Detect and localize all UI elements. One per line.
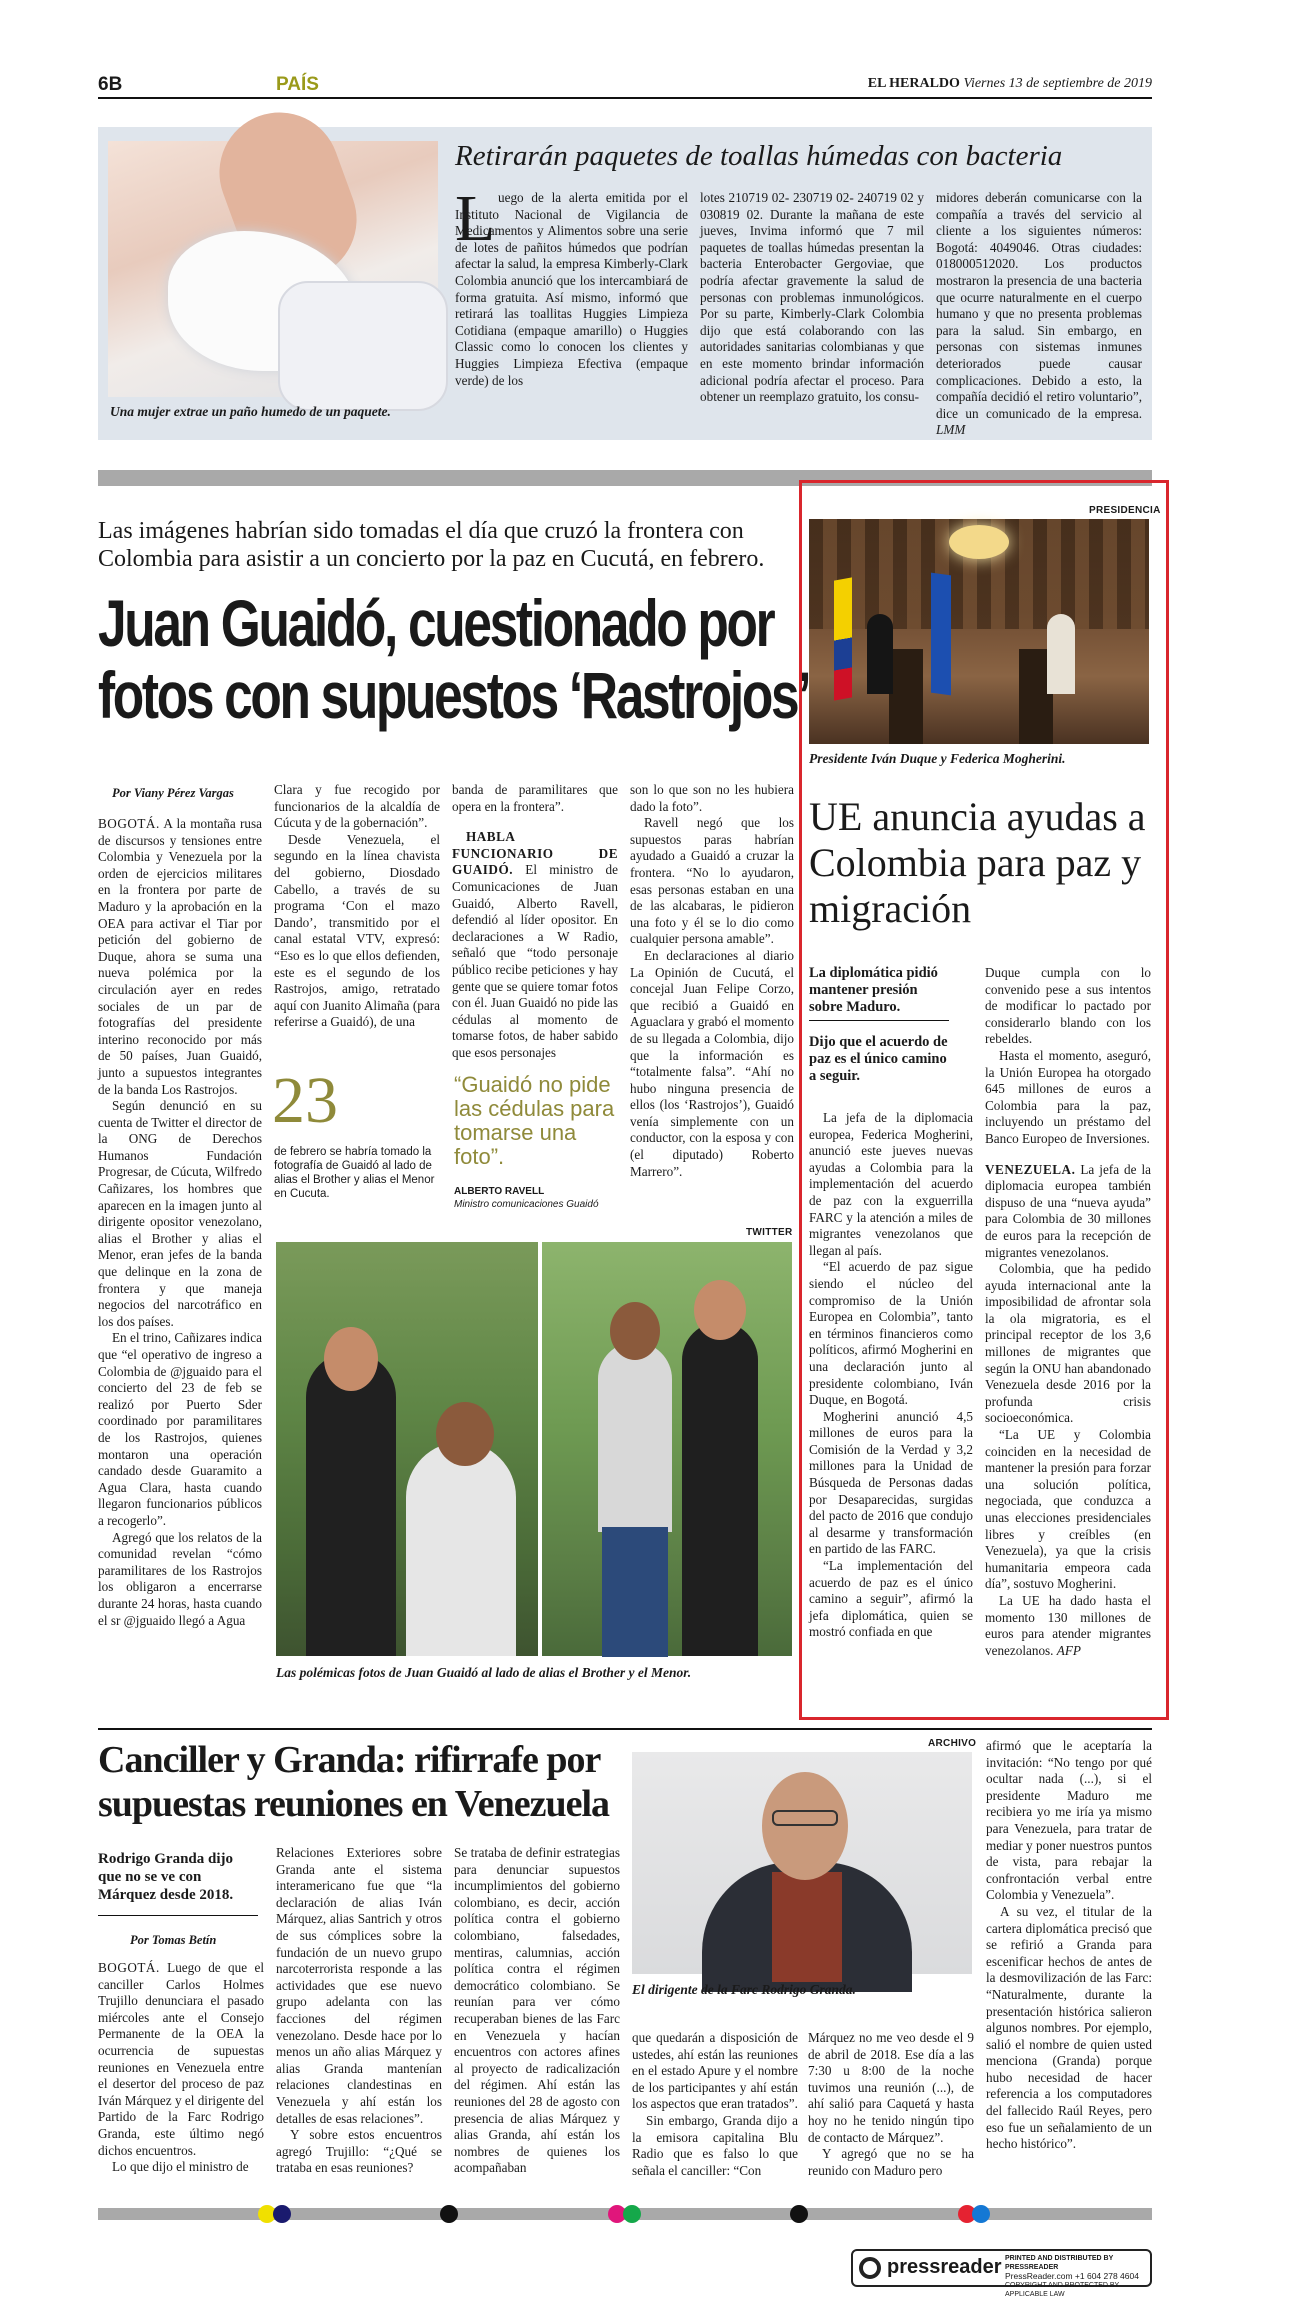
guaido-photo-credit: TWITTER <box>746 1227 793 1238</box>
toallas-col-2-text: lotes 210719 02- 230719 02- 240719 02 y 030819 02. Durante la mañana de este jueves, Invima informó que 7 mil paquetes de toallas húmedas presentan la bacteria Enterobacter Gergoviae, que podría afectar gravemente la salud de personas con problemas inmunológicos. Por su parte, Kimberly-Clark Colombia dijo que está colaborando con las autoridades sanitarias colombianas y que en este momento brindar información adicional podría afectar el proceso. Para obtener un reemplazo gratuito, los consu- <box>700 190 924 405</box>
guaido-subhead: HABLA FUNCIONARIO DE GUAIDÓ. <box>452 829 618 878</box>
reg-dot-green <box>623 2205 641 2223</box>
person-mogherini <box>1047 614 1075 694</box>
toallas-col-3 <box>924 190 1142 438</box>
granda-glasses <box>772 1810 838 1826</box>
quote-author: ALBERTO RAVELL <box>454 1186 545 1197</box>
guaido-col-3-p2 <box>452 829 618 1061</box>
canciller-byline: Por Tomas Betín <box>130 1933 217 1947</box>
person-guaido-1 <box>306 1352 396 1656</box>
ue-lead-rule <box>809 1020 949 1021</box>
guaido-col-4-p1: son lo que son no les hubiera dado la foto”. <box>630 782 794 814</box>
guaido-byline: Por Viany Pérez Vargas <box>112 786 234 800</box>
guaido-col-2-p1: Clara y fue recogido por funcionarios de la alcaldía de Cúcuta y de la gobernación”. <box>274 782 440 831</box>
canciller-col-6-p1: afirmó que le aceptaría la invitación: “No tengo por qué ocultar nada (...), si el presidente Maduro me recibiera yo me iría ya mismo para Venezuela, para tratar de mediar y poner nuestros puntos de vista, para rebajar la confrontación verbal entre Colombia y Venezuela”. <box>986 1738 1152 1903</box>
granda-head <box>762 1772 848 1880</box>
guaido-col-1 <box>98 816 262 1694</box>
ue-col-2-p2: Hasta el momento, aseguró, la Unión Europea ha otorgado 645 millones de euros a Colombia para la paz, incluyendo un préstamo del Banco Europeo de Inversiones. <box>985 1047 1151 1146</box>
ue-col-2-p6 <box>985 1593 1151 1659</box>
toallas-col-2 <box>688 190 924 430</box>
granda-photo <box>632 1752 972 1974</box>
package-shape <box>278 281 448 411</box>
ue-col-2-p3 <box>985 1162 1151 1262</box>
toallas-photo <box>108 141 438 397</box>
person-menor-legs <box>602 1527 668 1657</box>
toallas-drop-cap: L <box>455 182 496 255</box>
person-guaido-2 <box>682 1322 758 1656</box>
toallas-caption: Una mujer extrae un paño humedo de un paquete. <box>110 404 391 419</box>
ue-lead-1: La diplomática pidió mantener presión sobre Maduro. <box>809 965 938 1015</box>
masthead-date <box>868 76 1152 92</box>
ue-col-1-p4: “La implementación del acuerdo de paz es el único camino a seguir”, afirmó la jefa diplomática, quien se mostró confiada en que <box>809 1558 973 1640</box>
ue-lead-2: Dijo que el acuerdo de paz es el único camino a seguir. <box>809 1034 948 1084</box>
canciller-col-4-p2: Sin embargo, Granda dijo a la emisora capitalina Blu Radio que es falso lo que señala el canciller: “Con <box>632 2112 798 2178</box>
guaido-col-1-p1-text: A la montaña rusa de discursos y tensiones entre Colombia y Venezuela por la orden de ejercicios militares en la frontera por parte de Maduro y la aprobación en la OEA para activar el Tiar por petición del gobierno de Duque, ahora se suma una nueva polémica por la circulación ayer en redes sociales de un par de fotografías del presidente interino reconocido por más de 50 países, Juan Guaidó, junto a supuestos integrantes de la banda Los Rastrojos. <box>98 816 262 1097</box>
page-number: 6B <box>98 74 123 95</box>
reg-dot-black-1 <box>440 2205 458 2223</box>
canciller-col-5-p2: Y agregó que no se ha reunido con Maduro pero <box>808 2146 974 2178</box>
canciller-col-5 <box>808 2030 974 2195</box>
canciller-col-6 <box>986 1738 1152 2195</box>
pressreader-line-1: PRINTED AND DISTRIBUTED BY PRESSREADER <box>1005 2255 1114 2271</box>
header-rule <box>98 97 1152 99</box>
canciller-col-1 <box>98 1960 264 2195</box>
toallas-headline: Retirarán paquetes de toallas húmedas con bacteria <box>455 140 1063 172</box>
canciller-col-2-p2: Y sobre estos encuentros agregó Trujillo: “¿Qué se trataba en esas reuniones? <box>276 2127 442 2176</box>
canciller-col-3 <box>454 1845 620 2195</box>
guaido-col-1-p4: Agregó que los relatos de la comunidad revelan “cómo paramilitares de los Rastrojos los obligaron a encerrarse durante 24 horas, hasta cuando el sr @jguaido llegó a Agua <box>98 1529 262 1628</box>
toallas-col-3-text <box>936 190 1142 439</box>
stat-text: de febrero se habría tomado la fotografía de Guaidó al lado de alias el Brother y alias el Menor en Cucuta. <box>274 1146 435 1200</box>
ue-col-2-p4: Colombia, que ha pedido ayuda internacional ante la imposibilidad de afrontar sola la ola migratoria, es el principal receptor de los 3,6 millones de migrantes que según la ONU han abandonado Venezuela desde 2016 por la profunda crisis socioeconómica. <box>985 1261 1151 1426</box>
pressreader-logo: pressreader <box>887 2256 1002 2278</box>
person-menor <box>598 1342 672 1532</box>
flag-eu <box>931 573 951 696</box>
guaido-col-4-p2: Ravell negó que los supuestos paras habrían ayudado a Guaidó a cruzar la frontera. “No lo ayudaron, esas personas estaban en una de las alcabaras, le pidieron una foto y él se lo dio como cualquier persona amable”. <box>630 815 794 947</box>
lectern-left <box>889 649 923 744</box>
toallas-col-1-text: uego de la alerta emitida por el Instituto Nacional de Vigilancia de Medicamentos y Alimentos sobre una serie de lotes de pañitos húmedos que podrían afectar la salud, la empresa Kimberly-Clark Colombia anunció que los intercambiará de forma gratuita. Así mismo, informó que retirará las toallitas Huggies Limpieza Cotidiana (empaque amarillo) o Huggies Classic como lo conocen los clientes y Huggies Limpieza Efectiva (empaque verde) de los <box>455 190 688 388</box>
canciller-col-4 <box>632 2030 798 2195</box>
ue-photo <box>809 519 1149 744</box>
pressreader-line-2: PressReader.com +1 604 278 4604 <box>1005 2271 1139 2281</box>
ue-subhead: VENEZUELA. <box>985 1161 1076 1177</box>
canciller-col-3-p1: Se trataba de definir estrategias para denunciar supuestos incumplimientos del gobierno colombiano, es decir, acción política contra el gobierno colombiano, falsedades, mentiras, calumnias, acción política contra el régimen democrático colombiano. Se reunían para ver cómo recuperaban bienes de las Farc en Venezuela y hacían encuentros con actores afines al proyecto de radicalización del régimen. Ahí están las reuniones del 28 de agosto con presencia de alias Márquez y alias Granda, ahí están los nombres de quienes los acompañaban <box>454 1845 620 2176</box>
person-guaido-1-head <box>324 1327 378 1391</box>
stat-number: 23 <box>272 1064 338 1137</box>
pressreader-line-3: COPYRIGHT AND PROTECTED BY APPLICABLE LAW <box>1005 2282 1120 2298</box>
canciller-photo-credit: ARCHIVO <box>928 1738 977 1749</box>
guaido-col-3-p1: banda de paramilitares que opera en la frontera”. <box>452 782 618 814</box>
canciller-lead-rule <box>98 1915 258 1916</box>
ue-col-1-p1: La jefa de la diplomacia europea, Federica Mogherini, anunció este jueves nuevas ayudas a Colombia para la implementación del acuerdo de paz con la exguerrilla FARC y la atención a miles de migrantes venezolanos que llegan al país. <box>809 1110 973 1258</box>
guaido-col-2 <box>274 782 440 1037</box>
toallas-col-1 <box>455 190 688 430</box>
ue-photo-credit: PRESIDENCIA <box>1089 505 1161 516</box>
canciller-col-1-p2: Lo que dijo el ministro de <box>112 2159 249 2175</box>
issue-date: Viernes 13 de septiembre de 2019 <box>963 76 1152 91</box>
ue-col-2-p3-text: La jefa de la diplomacia europea también dispuso de una “nueva ayuda” para Colombia de 30 millones de euros para la recepción de migrantes venezolanos. <box>985 1161 1151 1260</box>
person-duque <box>867 614 893 694</box>
guaido-col-3 <box>452 782 618 1060</box>
guaido-col-4 <box>630 782 794 1212</box>
canciller-col-4-p1: que quedarán a disposición de ustedes, ahí están las reuniones en el estado Apure y el nombre de los participantes y ahí están los aspectos que eran tratados”. <box>632 2030 798 2112</box>
ue-headline: UE anuncia ayudas a Colombia para paz y migración <box>809 794 1146 931</box>
person-brother <box>406 1442 516 1656</box>
guaido-photo-left <box>276 1242 538 1656</box>
canciller-col-1-p1-text: Luego de que el canciller Carlos Holmes Trujillo denunciara el pasado miércoles ante el Consejo Permanente de la OEA la ocurrencia de supuestas reuniones en Venezuela entre el desertor del proceso de paz Iván Márquez y el dirigente del Partido de la Farc Rodrigo Granda, este último negó dichos encuentros. <box>98 1960 264 2158</box>
section-name: PAÍS <box>276 74 319 95</box>
ue-caption: Presidente Iván Duque y Federica Mogherini. <box>809 751 1066 766</box>
guaido-kicker: Las imágenes habrían sido tomadas el día que cruzó la frontera con Colombia para asistir a un concierto por la paz en Cucutá, en febrero. <box>98 518 765 572</box>
guaido-col-1-p3: En el trino, Cañizares indica que “el operativo de ingreso a Colombia de @jguaido para el concierto del 23 de feb se realizó por Puerto Sder coordinado por paramilitares de los Rastrojos, quienes montaron una operación candado desde Guaramito a Agua Clara, hasta cuando llegaron funcionarios públicos a recogerlo”. <box>98 1330 262 1528</box>
guaido-col-3-p2-text: El ministro de Comunicaciones de Juan Guaidó, Alberto Ravell, defendió al líder opositor. En declaraciones a W Radio, señaló que “todo personaje público recibe peticiones y hay gente que se quiere tomar fotos con él. Juan Guaidó no pide las cédulas al momento de tomarse fotos, de haber sabido que esos personajes <box>452 862 618 1060</box>
canciller-headline: Canciller y Granda: rifirrafe por supuestas reuniones en Venezuela <box>98 1739 610 1825</box>
toallas-col-3-body: midores deberán comunicarse con la compañía a través del servicio al cliente a los siguientes números: Bogotá: 4049046. Otras ciudades: 018000512020. Los productos mostraron la presencia de una bacteria que ocurre naturalmente en el cuerpo humano y que no presenta problemas para la salud. Sin embargo, en personas con sistemas inmunes deteriorados puede causar complicaciones. Debido a esto, la compañía decidió el retiro voluntario”, dice un comunicado de la empresa. <box>936 190 1142 421</box>
chandelier <box>949 525 1009 559</box>
guaido-col-2-p2: Desde Venezuela, el segundo en la línea chavista del gobierno, Diosdado Cabello, a través de su programa ‘Con el mazo Dando’, transmitido por el canal estatal VTV, expresó: “Eso es lo que ellos defienden, este es el segundo de los Rastrojos, amigo, retratado aquí con Juanito Alimaña (para referirse a Guaidó), de una <box>274 831 440 1030</box>
ue-col-1-p3: Mogherini anunció 4,5 millones de euros para la Comisión de la Verdad y 3,2 millones para la Unidad de Búsqueda de Personas dadas por Desaparecidas, surgidas del pacto de 2016 que condujo al desarme y transformación en partido de las FARC. <box>809 1408 973 1557</box>
ue-col-1-p2: “El acuerdo de paz sigue siendo el núcleo del compromiso de la Unión Europea en Colombia”, tanto en términos financieros como políticos, afirmó Mogherini en una declaración junto al presidente colombiano, Iván Duque, en Bogotá. <box>809 1259 973 1408</box>
guaido-dateline: BOGOTÁ. <box>98 816 160 831</box>
ue-col-2-p1: Duque cumpla con lo convenido pese a sus intentos de modificar lo pactado por considerarlo blando con los rebeldes. <box>985 965 1151 1047</box>
guaido-col-1-p2: Según denunció en su cuenta de Twitter el director de la ONG de Derechos Humanos Fundación Progresar, de Cúcuta, Wilfredo Cañizares, los hombres que aparecen en la imagen junto al dirigente opositor venezolano, alias el Brother y alias el Menor, eran jefes de la banda que delinque en la zona de frontera y que maneja negocios del narcotráfico en los dos países. <box>98 1098 262 1329</box>
quote-role: Ministro comunicaciones Guaidó <box>454 1199 599 1210</box>
person-guaido-2-head <box>694 1280 746 1340</box>
person-menor-head <box>610 1302 660 1360</box>
canciller-col-2 <box>276 1845 442 2195</box>
reg-dot-navy <box>273 2205 291 2223</box>
guaido-headline-line-1: Juan Guaidó, cuestionado por <box>98 586 774 660</box>
ue-col-1 <box>809 1110 973 1698</box>
canciller-top-rule <box>98 1728 1152 1730</box>
canciller-lead: Rodrigo Granda dijo que no se ve con Márquez desde 2018. <box>98 1851 234 1903</box>
pressreader-info <box>1005 2254 1150 2299</box>
registration-dots <box>98 2205 1152 2223</box>
guaido-col-1-p1 <box>98 816 262 1098</box>
canciller-col-1-p1 <box>98 1960 264 2159</box>
newspaper-name: EL HERALDO <box>867 76 960 91</box>
reg-dot-black-2 <box>790 2205 808 2223</box>
ue-signature: AFP <box>1056 1642 1081 1658</box>
canciller-col-6-p2: A su vez, el titular de la cartera diplomática precisó que se refirió a Granda para escenificar hechos de antes de la desmovilización de las Farc: “Naturalmente, durante la presentación histórica salieron algunos nombres. Por ejemplo, salió el nombre de quien usted menciona (Granda) porque hubo necesidad de hacer referencia a los computadores del fallecido Raúl Reyes, pero eso fue un señalamiento de un hecho histórico”. <box>986 1903 1152 2152</box>
canciller-col-5-p1: Márquez no me veo desde el 9 de abril de 2018. Ese día a las 7:30 u 8:00 de la noche tuvimos una reunión (...), de ahí salió para Caquetá y hasta hoy no he tenido ningún tipo de contacto de Márquez”. <box>808 2030 974 2145</box>
ue-col-2-p5: “La UE y Colombia coinciden en la necesidad de mantener la presión para forzar una solución política, negociada, que conduzca a unas elecciones presidenciales libres y creíbles (en Venezuela), ya que la crisis humanitaria empeora cada día”, sostuvo Mogherini. <box>985 1427 1151 1592</box>
ue-col-2-p6-text: La UE ha dado hasta el momento 130 millones de euros para atender migrantes venezolanos. <box>985 1592 1151 1658</box>
toallas-signature: LMM <box>936 422 966 438</box>
pressreader-icon <box>859 2257 881 2279</box>
canciller-dateline: BOGOTÁ. <box>98 1960 160 1975</box>
reg-dot-blue <box>972 2205 990 2223</box>
pressreader-badge[interactable] <box>851 2249 1152 2298</box>
canciller-caption: El dirigente de la Farc Rodrigo Granda. <box>632 1982 856 1997</box>
guaido-photo-right <box>542 1242 792 1656</box>
guaido-caption: Las polémicas fotos de Juan Guaidó al lado de alias el Brother y el Menor. <box>276 1665 692 1680</box>
guaido-col-4-p3: En declaraciones al diario La Opinión de Cucutá, el concejal Juan Felipe Corzo, que recibió a Guaidó en Aguaclara y grabó el momento de su llegada a Colombia, dijo que la información es “totalmente falsa”. “Ahí no hubo ninguna presencia de ellos (los ‘Rastrojos’), Guaidó venía simplemente con un conductor, con la esposa y con (el diputado) Roberto Marrero”. <box>630 947 794 1179</box>
flag-colombia <box>834 577 852 700</box>
granda-shirt <box>772 1872 842 1982</box>
pull-quote: “Guaidó no pide las cédulas para tomarse una foto”. <box>454 1072 615 1169</box>
canciller-col-2-p1: Relaciones Exteriores sobre Granda ante el sistema interamericano fue que “la declaración de alias Iván Márquez, alias Santrich y otros de sus cómplices sobre la fundación de un nuevo grupo narcoterrorista responde a las actividades que ese nuevo grupo adelanta con las facciones del régimen venezolano. Desde hace por lo menos un año alias Márquez y alias Granda mantenían relaciones clandestinas en Venezuela y ahí están los detalles de esas relaciones”. <box>276 1845 442 2126</box>
person-brother-head <box>436 1402 494 1466</box>
ue-col-2 <box>985 965 1151 1700</box>
guaido-headline-line-2: fotos con supuestos ‘Rastrojos’ <box>98 658 810 732</box>
